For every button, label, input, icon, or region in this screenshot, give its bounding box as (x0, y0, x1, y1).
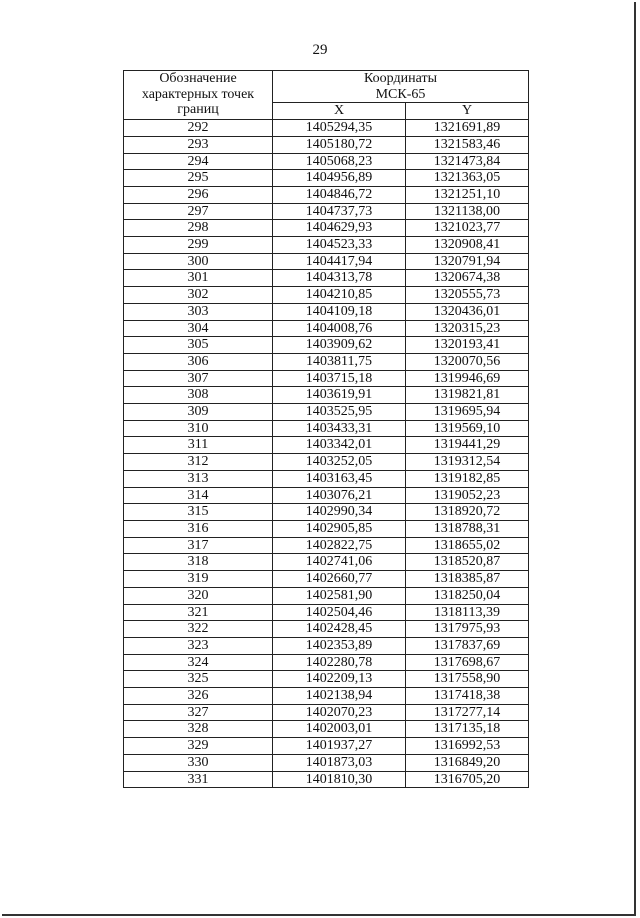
x-coordinate-cell: 1402280,78 (273, 654, 406, 671)
point-id-header-line2: характерных точек (141, 86, 255, 102)
table-row (124, 504, 529, 521)
y-coordinate-cell: 1320070,56 (406, 353, 529, 370)
table-row (124, 470, 529, 487)
y-coordinate-cell: 1320908,41 (406, 237, 529, 254)
x-coordinate-cell: 1402990,34 (273, 504, 406, 521)
y-coordinate-cell: 1320555,73 (406, 287, 529, 304)
table-row (124, 671, 529, 688)
point-id-cell: 314 (124, 487, 273, 504)
point-id-cell: 318 (124, 554, 273, 571)
table-row (124, 320, 529, 337)
table-row (124, 170, 529, 187)
x-coordinate-cell: 1404846,72 (273, 186, 406, 203)
point-id-cell: 317 (124, 537, 273, 554)
x-coordinate-cell: 1405068,23 (273, 153, 406, 170)
point-id-header-line3: границ (177, 102, 219, 118)
x-coordinate-cell: 1403811,75 (273, 353, 406, 370)
x-coordinate-cell: 1401873,03 (273, 754, 406, 771)
table-row (124, 754, 529, 771)
x-coordinate-cell: 1402003,01 (273, 721, 406, 738)
y-coordinate-cell: 1321691,89 (406, 120, 529, 137)
table-row (124, 721, 529, 738)
x-coordinate-cell: 1403163,45 (273, 470, 406, 487)
point-id-cell: 327 (124, 704, 273, 721)
y-coordinate-cell: 1316992,53 (406, 738, 529, 755)
x-coordinate-cell: 1403909,62 (273, 337, 406, 354)
x-coordinate-cell: 1403076,21 (273, 487, 406, 504)
point-id-cell: 296 (124, 186, 273, 203)
y-coordinate-cell: 1316705,20 (406, 771, 529, 788)
table-row (124, 203, 529, 220)
x-coordinate-cell: 1404629,93 (273, 220, 406, 237)
table-header (124, 71, 529, 120)
x-coordinate-cell: 1404737,73 (273, 203, 406, 220)
x-coordinate-cell: 1402822,75 (273, 537, 406, 554)
table-row (124, 120, 529, 137)
x-coordinate-cell: 1403525,95 (273, 404, 406, 421)
point-id-cell: 293 (124, 136, 273, 153)
table-row (124, 387, 529, 404)
point-id-cell: 331 (124, 771, 273, 788)
page-number: 29 (312, 42, 328, 58)
y-coordinate-cell: 1318250,04 (406, 587, 529, 604)
y-coordinate-cell: 1318788,31 (406, 520, 529, 537)
point-id-header-line1: Обозначение (159, 71, 237, 86)
table-row (124, 688, 529, 705)
coordinates-header-line2: МСК-65 (375, 86, 426, 102)
point-id-header (124, 71, 273, 120)
point-id-cell: 325 (124, 671, 273, 688)
y-coordinate-cell: 1318920,72 (406, 504, 529, 521)
table-row (124, 287, 529, 304)
x-coordinate-cell: 1405180,72 (273, 136, 406, 153)
point-id-cell: 292 (124, 120, 273, 137)
point-id-cell: 312 (124, 454, 273, 471)
y-coordinate-cell: 1321583,46 (406, 136, 529, 153)
x-coordinate-cell: 1404313,78 (273, 270, 406, 287)
point-id-cell: 321 (124, 604, 273, 621)
table-row (124, 637, 529, 654)
table-row (124, 186, 529, 203)
point-id-cell: 307 (124, 370, 273, 387)
y-coordinate-cell: 1318655,02 (406, 537, 529, 554)
table-row (124, 738, 529, 755)
table-row (124, 237, 529, 254)
coordinates-header (273, 71, 529, 103)
point-id-cell: 303 (124, 303, 273, 320)
x-coordinate-cell: 1404109,18 (273, 303, 406, 320)
x-coordinate-cell: 1403342,01 (273, 437, 406, 454)
y-coordinate-cell: 1319052,23 (406, 487, 529, 504)
x-coordinate-cell: 1402070,23 (273, 704, 406, 721)
point-id-cell: 302 (124, 287, 273, 304)
y-coordinate-cell: 1321473,84 (406, 153, 529, 170)
x-coordinate-cell: 1402209,13 (273, 671, 406, 688)
y-coordinate-cell: 1319182,85 (406, 470, 529, 487)
point-id-cell: 329 (124, 738, 273, 755)
y-coordinate-cell: 1321251,10 (406, 186, 529, 203)
point-id-cell: 309 (124, 404, 273, 421)
point-id-cell: 313 (124, 470, 273, 487)
x-coordinate-cell: 1405294,35 (273, 120, 406, 137)
x-coordinate-cell: 1403715,18 (273, 370, 406, 387)
table-row (124, 153, 529, 170)
table-row (124, 604, 529, 621)
coordinates-table (123, 70, 529, 788)
point-id-cell: 315 (124, 504, 273, 521)
table-row (124, 520, 529, 537)
x-coordinate-cell: 1403252,05 (273, 454, 406, 471)
y-coordinate-cell: 1319569,10 (406, 420, 529, 437)
table-row (124, 136, 529, 153)
x-coordinate-cell: 1402660,77 (273, 571, 406, 588)
x-coordinate-cell: 1404210,85 (273, 287, 406, 304)
y-coordinate-cell: 1320791,94 (406, 253, 529, 270)
y-coordinate-cell: 1316849,20 (406, 754, 529, 771)
table-row (124, 253, 529, 270)
point-id-cell: 300 (124, 253, 273, 270)
x-coordinate-cell: 1404417,94 (273, 253, 406, 270)
x-coordinate-cell: 1404008,76 (273, 320, 406, 337)
y-coordinate-cell: 1317418,38 (406, 688, 529, 705)
x-coordinate-cell: 1402741,06 (273, 554, 406, 571)
point-id-cell: 330 (124, 754, 273, 771)
y-coordinate-cell: 1321023,77 (406, 220, 529, 237)
y-coordinate-cell: 1320436,01 (406, 303, 529, 320)
y-coordinate-cell: 1319946,69 (406, 370, 529, 387)
x-coordinate-cell: 1401810,30 (273, 771, 406, 788)
table-row (124, 220, 529, 237)
table-row (124, 303, 529, 320)
table-row (124, 437, 529, 454)
y-coordinate-cell: 1317975,93 (406, 621, 529, 638)
point-id-cell: 308 (124, 387, 273, 404)
point-id-cell: 322 (124, 621, 273, 638)
table-row (124, 587, 529, 604)
point-id-cell: 316 (124, 520, 273, 537)
table-row (124, 704, 529, 721)
point-id-cell: 297 (124, 203, 273, 220)
point-id-cell: 294 (124, 153, 273, 170)
table-row (124, 454, 529, 471)
table-row (124, 571, 529, 588)
table-row (124, 537, 529, 554)
y-coordinate-cell: 1319441,29 (406, 437, 529, 454)
y-coordinate-cell: 1317558,90 (406, 671, 529, 688)
point-id-cell: 324 (124, 654, 273, 671)
point-id-cell: 320 (124, 587, 273, 604)
y-coordinate-cell: 1321138,00 (406, 203, 529, 220)
x-coordinate-cell: 1402138,94 (273, 688, 406, 705)
y-coordinate-cell: 1320193,41 (406, 337, 529, 354)
y-coordinate-cell: 1318113,39 (406, 604, 529, 621)
y-coordinate-cell: 1319821,81 (406, 387, 529, 404)
x-coordinate-cell: 1401937,27 (273, 738, 406, 755)
x-coordinate-cell: 1402504,46 (273, 604, 406, 621)
x-coordinate-cell: 1403433,31 (273, 420, 406, 437)
table-row (124, 404, 529, 421)
y-coordinate-cell: 1317135,18 (406, 721, 529, 738)
x-column-header: X (273, 103, 406, 120)
x-coordinate-cell: 1402905,85 (273, 520, 406, 537)
table-body (124, 120, 529, 788)
y-coordinate-cell: 1317698,67 (406, 654, 529, 671)
point-id-cell: 319 (124, 571, 273, 588)
table-row (124, 337, 529, 354)
table-row (124, 487, 529, 504)
point-id-cell: 299 (124, 237, 273, 254)
y-column-header: Y (406, 103, 529, 120)
x-coordinate-cell: 1403619,91 (273, 387, 406, 404)
point-id-cell: 298 (124, 220, 273, 237)
point-id-cell: 323 (124, 637, 273, 654)
y-coordinate-cell: 1318385,87 (406, 571, 529, 588)
table-row (124, 771, 529, 788)
x-coordinate-cell: 1404956,89 (273, 170, 406, 187)
coordinates-header-line1: Координаты (364, 71, 437, 86)
y-coordinate-cell: 1319695,94 (406, 404, 529, 421)
table-row (124, 270, 529, 287)
table-row (124, 420, 529, 437)
y-coordinate-cell: 1317837,69 (406, 637, 529, 654)
point-id-cell: 310 (124, 420, 273, 437)
table-row (124, 554, 529, 571)
y-coordinate-cell: 1321363,05 (406, 170, 529, 187)
table-row (124, 370, 529, 387)
y-coordinate-cell: 1319312,54 (406, 454, 529, 471)
x-coordinate-cell: 1402353,89 (273, 637, 406, 654)
y-coordinate-cell: 1320315,23 (406, 320, 529, 337)
point-id-cell: 305 (124, 337, 273, 354)
point-id-cell: 295 (124, 170, 273, 187)
point-id-cell: 311 (124, 437, 273, 454)
x-coordinate-cell: 1402428,45 (273, 621, 406, 638)
y-coordinate-cell: 1317277,14 (406, 704, 529, 721)
point-id-cell: 326 (124, 688, 273, 705)
y-coordinate-cell: 1320674,38 (406, 270, 529, 287)
point-id-cell: 328 (124, 721, 273, 738)
x-coordinate-cell: 1404523,33 (273, 237, 406, 254)
point-id-cell: 301 (124, 270, 273, 287)
y-coordinate-cell: 1318520,87 (406, 554, 529, 571)
table-row (124, 353, 529, 370)
point-id-cell: 306 (124, 353, 273, 370)
table-row (124, 654, 529, 671)
x-coordinate-cell: 1402581,90 (273, 587, 406, 604)
table-row (124, 621, 529, 638)
point-id-cell: 304 (124, 320, 273, 337)
